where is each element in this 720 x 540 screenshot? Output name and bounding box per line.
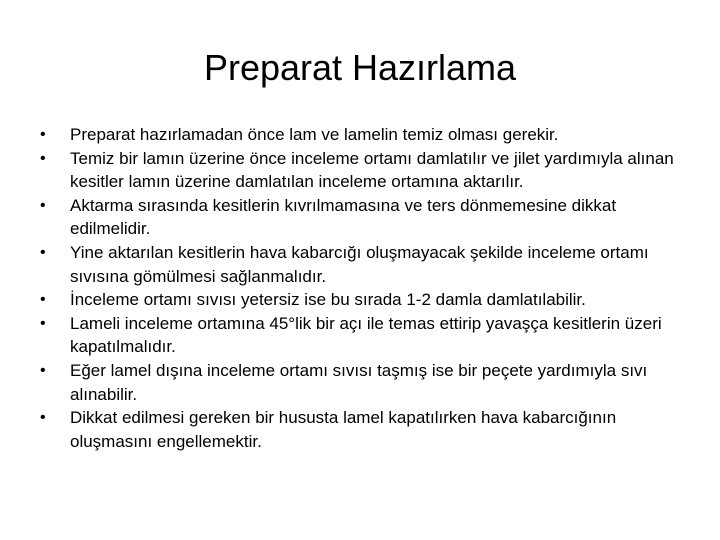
bullet-icon: • (40, 243, 46, 261)
list-item (36, 147, 696, 194)
list-item-text: Eğer lamel dışına inceleme ortamı sıvısı taşmış ise bir peçete yardımıyla sıvı alınabilir. (70, 360, 648, 404)
list-item-text: Aktarma sırasında kesitlerin kıvrılmamasına ve ters dönmemesine dikkat edilmelidir. (70, 195, 617, 239)
list-item-text: Preparat hazırlamadan önce lam ve lamelin temiz olması gerekir. (70, 125, 559, 144)
list-item (36, 123, 696, 147)
list-item-text: Temiz bir lamın üzerine önce inceleme ortamı damlatılır ve jilet yardımıyla alınan kesitler lamın üzerine damlatılan inceleme ortamına aktarılır. (70, 148, 674, 192)
bullet-icon: • (40, 291, 46, 309)
list-item (36, 241, 696, 288)
list-item (36, 312, 696, 359)
bullet-icon: • (40, 149, 46, 167)
list-item-text: Lameli inceleme ortamına 45°lik bir açı ile temas ettirip yavaşça kesitlerin üzeri kapatılmalıdır. (70, 313, 662, 357)
list-item-text: Dikkat edilmesi gereken bir hususta lamel kapatılırken hava kabarcığının oluşmasını engellemektir. (70, 408, 617, 451)
bullet-icon: • (40, 361, 46, 379)
list-item-text: Yine aktarılan kesitlerin hava kabarcığı oluşmayacak şekilde inceleme ortamı sıvısına gömülmesi sağlanmalıdır. (70, 242, 649, 286)
bullet-icon: • (40, 409, 46, 427)
list-item-text: İnceleme ortamı sıvısı yetersiz ise bu sırada 1-2 damla damlatılabilir. (70, 290, 586, 310)
list-item (36, 359, 696, 406)
slide-title: Preparat Hazırlama (203, 47, 517, 88)
bullet-icon: • (40, 196, 46, 214)
bullet-list (36, 123, 696, 453)
list-item (36, 288, 696, 312)
list-item (36, 406, 696, 453)
bullet-icon: • (40, 126, 46, 143)
list-item (36, 194, 696, 241)
bullet-icon: • (40, 314, 46, 332)
